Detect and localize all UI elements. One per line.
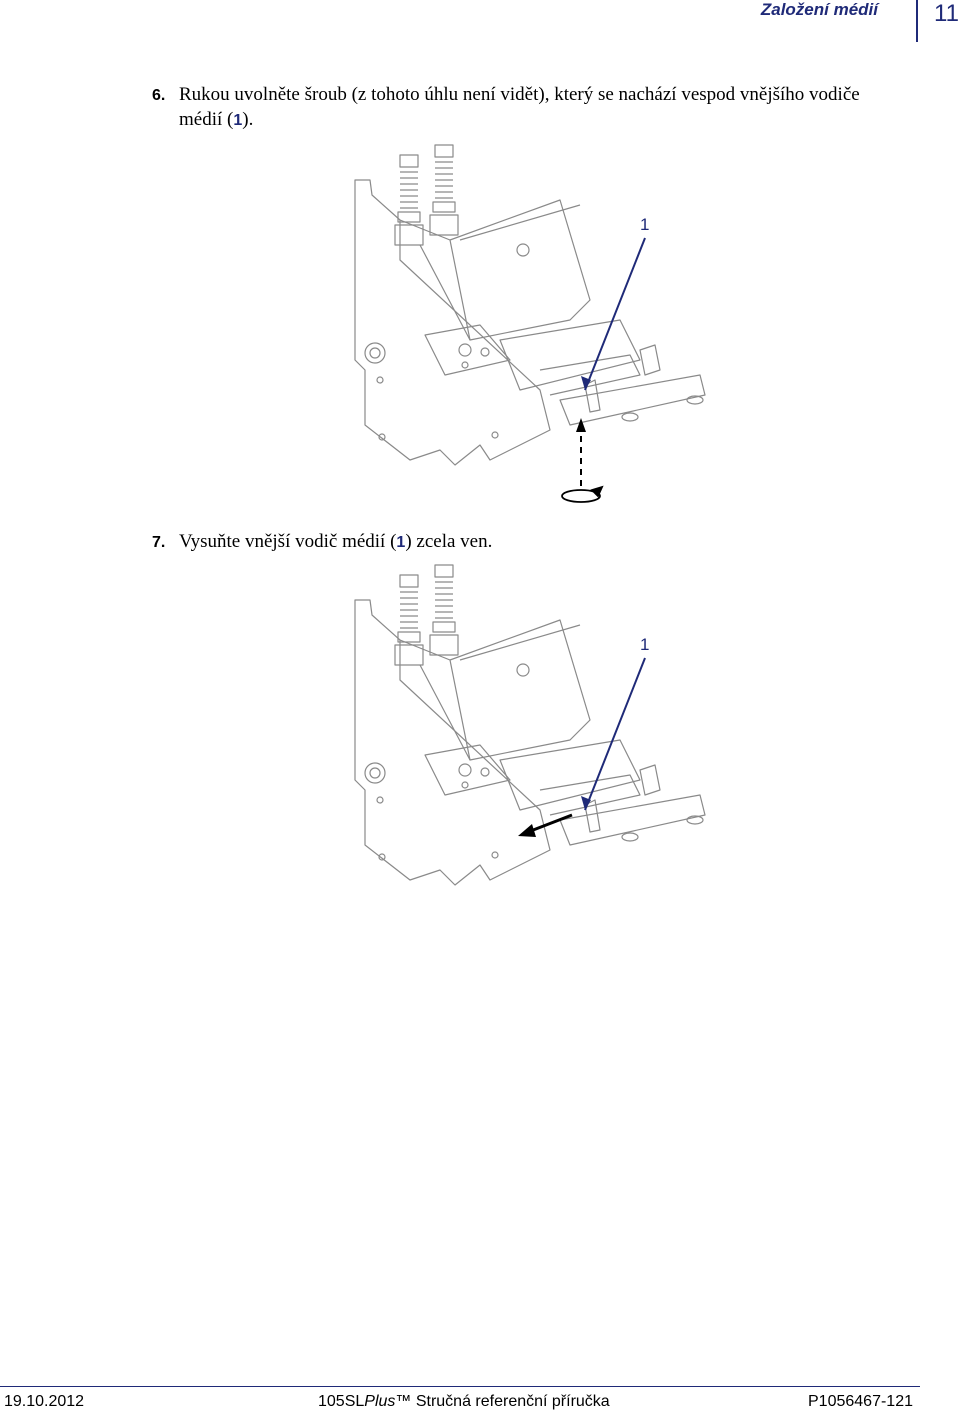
step-number: 6.: [152, 87, 166, 104]
step-text-line2-end: ).: [242, 109, 254, 130]
figure-callout-label: 1: [640, 635, 650, 654]
step-text-line1: Rukou uvolněte šroub (z tohoto úhlu není vidět), který se nachází vespod vnějšího vodiče: [179, 84, 860, 105]
figure-loosen-screw: [340, 140, 720, 510]
figure-callout-label: 1: [640, 215, 650, 234]
step-text-line2: médií (: [179, 109, 234, 130]
step-7: [152, 530, 492, 555]
footer-part-number: P1056467-121: [808, 1393, 913, 1410]
callout-ref: 1: [396, 534, 406, 551]
step-6: [152, 83, 860, 133]
pull-arrow-icon: [518, 815, 572, 837]
callout-ref: 1: [233, 112, 243, 129]
step-number: 7.: [152, 534, 166, 551]
section-title: Založení médií: [760, 0, 878, 19]
header-divider: [916, 0, 918, 42]
step-text: Vysuňte vnější vodič médií (: [179, 531, 397, 552]
step-text-end: ) zcela ven.: [405, 531, 493, 552]
footer-divider: [0, 1386, 920, 1387]
figure-slide-out-guide: [340, 560, 720, 900]
footer-product: 105SLPlus™ Stručná referenční příručka: [318, 1393, 610, 1410]
rotate-arrow-icon: [562, 487, 602, 502]
footer-date: 19.10.2012: [4, 1393, 85, 1410]
page-number: 11: [934, 0, 959, 27]
